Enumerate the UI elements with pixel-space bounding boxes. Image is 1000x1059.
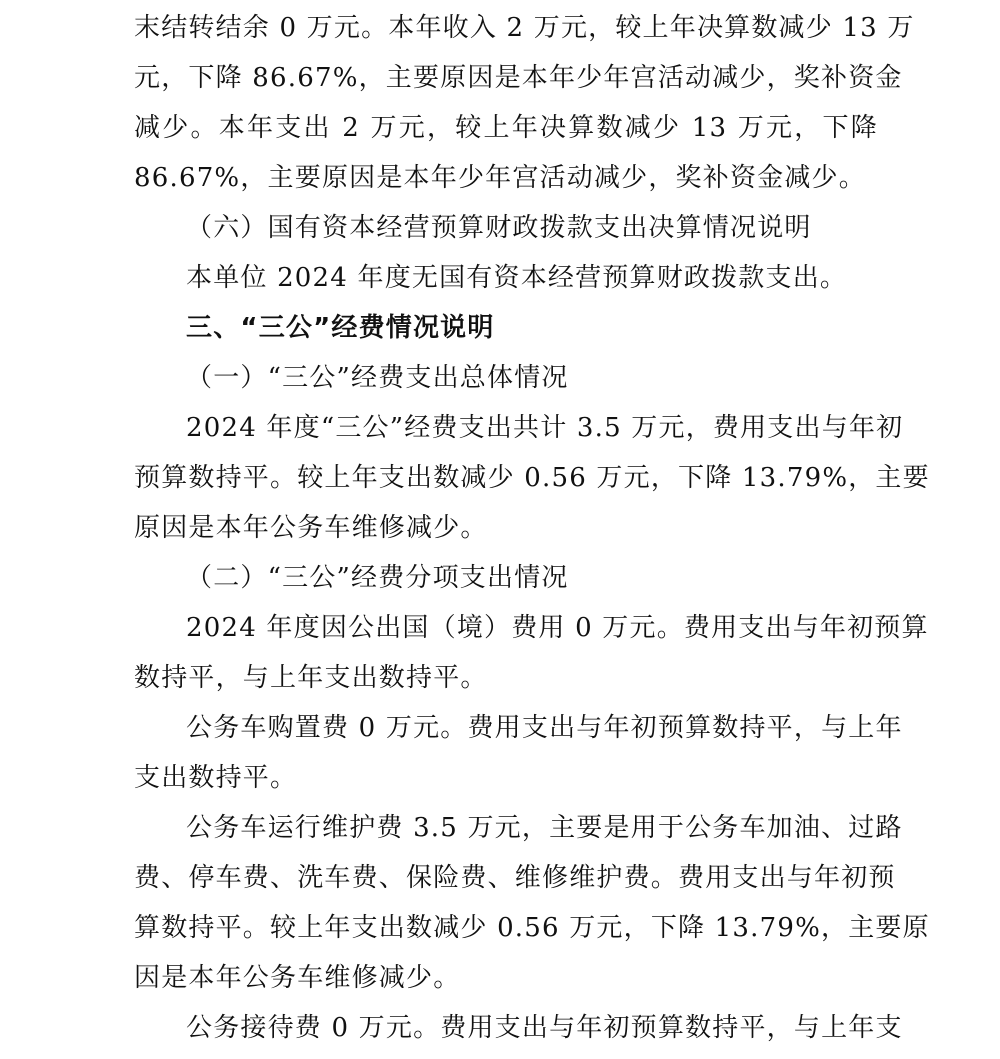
paragraph-line: 公务接待费 0 万元。费用支出与年初预算数持平，与上年支 [186,1013,903,1043]
paragraph-line: 公务车购置费 0 万元。费用支出与年初预算数持平，与上年 [186,713,903,743]
section-subheading: （一）“三公”经费支出总体情况 [186,363,569,393]
paragraph-line: 元，下降 86.67%，主要原因是本年少年宫活动减少，奖补资金 [134,63,903,93]
paragraph-line: 支出数持平。 [134,763,298,793]
paragraph-line: 因是本年公务车维修减少。 [134,963,461,993]
paragraph-line: 末结转结余 0 万元。本年收入 2 万元，较上年决算数减少 13 万 [134,13,915,43]
paragraph-line: 2024 年度“三公”经费支出共计 3.5 万元，费用支出与年初 [186,413,904,443]
paragraph-line: 原因是本年公务车维修减少。 [134,513,488,543]
section-heading: 三、“三公”经费情况说明 [186,313,495,343]
paragraph-line: 86.67%，主要原因是本年少年宫活动减少，奖补资金减少。 [134,163,866,193]
paragraph-line: 公务车运行维护费 3.5 万元，主要是用于公务车加油、过路 [186,813,903,843]
paragraph-line: 费、停车费、洗车费、保险费、维修维护费。费用支出与年初预 [134,863,896,893]
section-subheading: （六）国有资本经营预算财政拨款支出决算情况说明 [186,213,812,243]
paragraph-line: 预算数持平。较上年支出数减少 0.56 万元，下降 13.79%，主要 [134,463,930,493]
paragraph-line: 本单位 2024 年度无国有资本经营预算财政拨款支出。 [186,263,848,293]
section-subheading: （二）“三公”经费分项支出情况 [186,563,569,593]
paragraph-line: 数持平，与上年支出数持平。 [134,663,488,693]
paragraph-line: 2024 年度因公出国（境）费用 0 万元。费用支出与年初预算 [186,613,929,643]
paragraph-line: 算数持平。较上年支出数减少 0.56 万元，下降 13.79%，主要原 [134,913,930,943]
paragraph-line: 减少。本年支出 2 万元，较上年决算数减少 13 万元，下降 [134,113,878,143]
